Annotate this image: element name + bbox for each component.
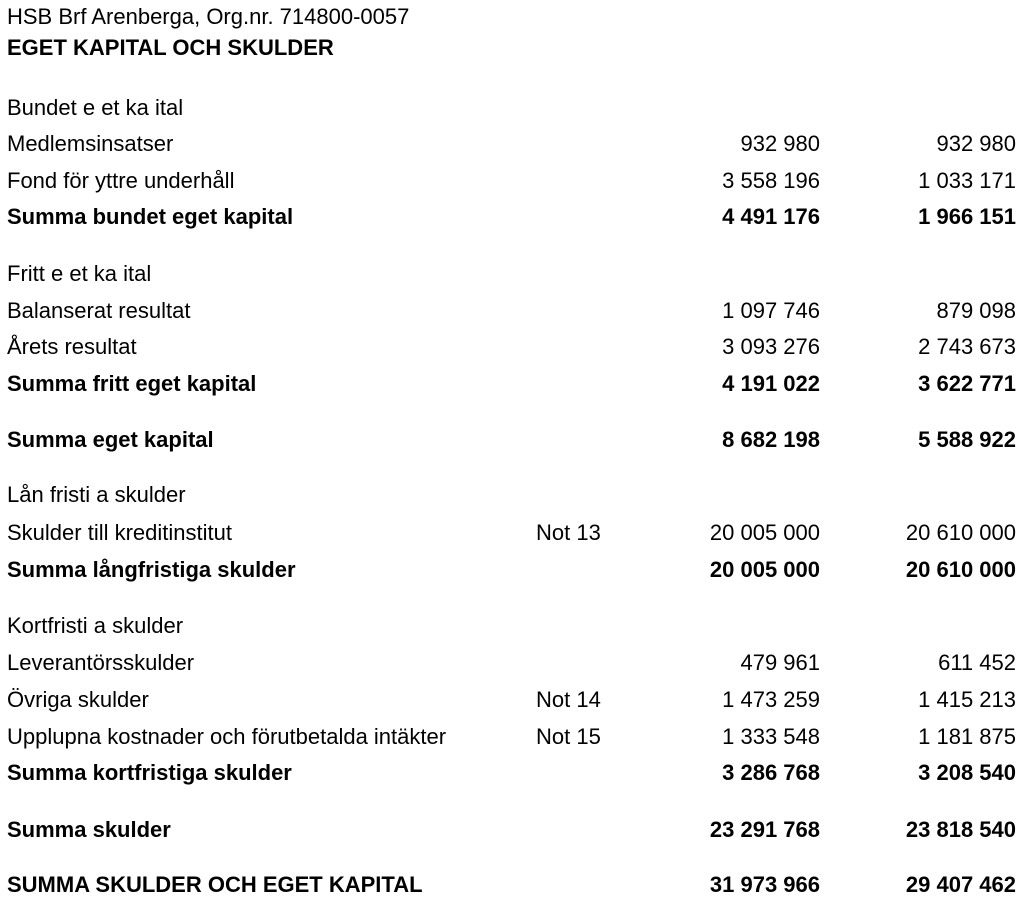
row-label: Skulder till kreditinstitut [7, 520, 232, 545]
row-label: Lån fristi a skulder [7, 482, 186, 507]
row-value-current: 479 961 [740, 650, 820, 675]
row-value-previous: 3 622 771 [918, 371, 1016, 396]
org-name: HSB Brf Arenberga, Org.nr. 714800-0057 [7, 4, 410, 29]
row-value-current: 1 333 548 [722, 724, 820, 749]
table-row [0, 646, 1024, 680]
table-row [0, 257, 1024, 291]
row-value-current: 3 286 768 [722, 760, 820, 785]
row-label: Summa eget kapital [7, 427, 214, 452]
row-value-previous: 20 610 000 [905, 557, 1016, 582]
row-label: Övriga skulder [7, 687, 149, 712]
row-label: Upplupna kostnader och förutbetalda intäkter [7, 724, 447, 749]
row-value-previous: 1 415 213 [918, 687, 1016, 712]
row-label: Årets resultat [7, 334, 137, 359]
table-row [0, 683, 1024, 717]
row-label: Kortfristi a skulder [7, 613, 184, 638]
row-value-current: 8 682 198 [722, 427, 820, 452]
table-row [0, 478, 1024, 512]
row-note: Not 14 [536, 687, 601, 712]
row-value-current: 4 491 176 [722, 204, 820, 229]
table-row [0, 423, 1024, 457]
row-label: Bundet e et ka ital [7, 95, 184, 120]
row-value-previous: 5 588 922 [918, 427, 1016, 452]
row-value-previous: 1 966 151 [918, 204, 1016, 229]
row-value-current: 4 191 022 [722, 371, 820, 396]
table-row [0, 127, 1024, 161]
row-value-current: 31 973 966 [709, 872, 820, 897]
table-row [0, 164, 1024, 198]
row-label: Medlemsinsatser [7, 131, 174, 156]
row-value-current: 3 093 276 [722, 334, 820, 359]
table-row [0, 720, 1024, 754]
row-label: Leverantörsskulder [7, 650, 195, 675]
table-row [0, 756, 1024, 790]
row-label: Summa fritt eget kapital [7, 371, 257, 396]
row-value-current: 23 291 768 [709, 817, 820, 842]
row-note: Not 13 [536, 520, 601, 545]
row-value-previous: 20 610 000 [905, 520, 1016, 545]
org-line [0, 0, 1024, 34]
table-row [0, 200, 1024, 234]
row-label: Fond för yttre underhåll [7, 168, 235, 193]
table-row [0, 516, 1024, 550]
row-value-previous: 1 033 171 [918, 168, 1016, 193]
row-value-previous: 23 818 540 [905, 817, 1016, 842]
row-label: Summa kortfristiga skulder [7, 760, 292, 785]
table-row [0, 367, 1024, 401]
table-row [0, 553, 1024, 587]
row-value-current: 1 097 746 [722, 298, 820, 323]
row-value-previous: 611 452 [938, 650, 1016, 675]
row-value-current: 932 980 [740, 131, 820, 156]
row-value-current: 1 473 259 [722, 687, 820, 712]
row-value-current: 20 005 000 [709, 520, 820, 545]
table-row [0, 609, 1024, 643]
row-value-previous: 29 407 462 [905, 872, 1016, 897]
table-row [0, 868, 1024, 902]
row-value-current: 3 558 196 [722, 168, 820, 193]
row-value-previous: 2 743 673 [918, 334, 1016, 359]
row-value-previous: 879 098 [936, 298, 1016, 323]
row-value-previous: 3 208 540 [918, 760, 1016, 785]
table-row [0, 294, 1024, 328]
row-label: Summa långfristiga skulder [7, 557, 296, 582]
row-note: Not 15 [536, 724, 601, 749]
row-label: Summa bundet eget kapital [7, 204, 294, 229]
row-label: Summa skulder [7, 817, 171, 842]
row-label: Fritt e et ka ital [7, 261, 152, 286]
row-value-current: 20 005 000 [709, 557, 820, 582]
row-value-previous: 932 980 [936, 131, 1016, 156]
row-label: SUMMA SKULDER OCH EGET KAPITAL [7, 872, 423, 897]
section-title: EGET KAPITAL OCH SKULDER [7, 35, 334, 60]
table-row [0, 813, 1024, 847]
section-heading-line [0, 31, 1024, 65]
row-value-previous: 1 181 875 [918, 724, 1016, 749]
table-row [0, 91, 1024, 125]
table-row [0, 330, 1024, 364]
row-label: Balanserat resultat [7, 298, 191, 323]
